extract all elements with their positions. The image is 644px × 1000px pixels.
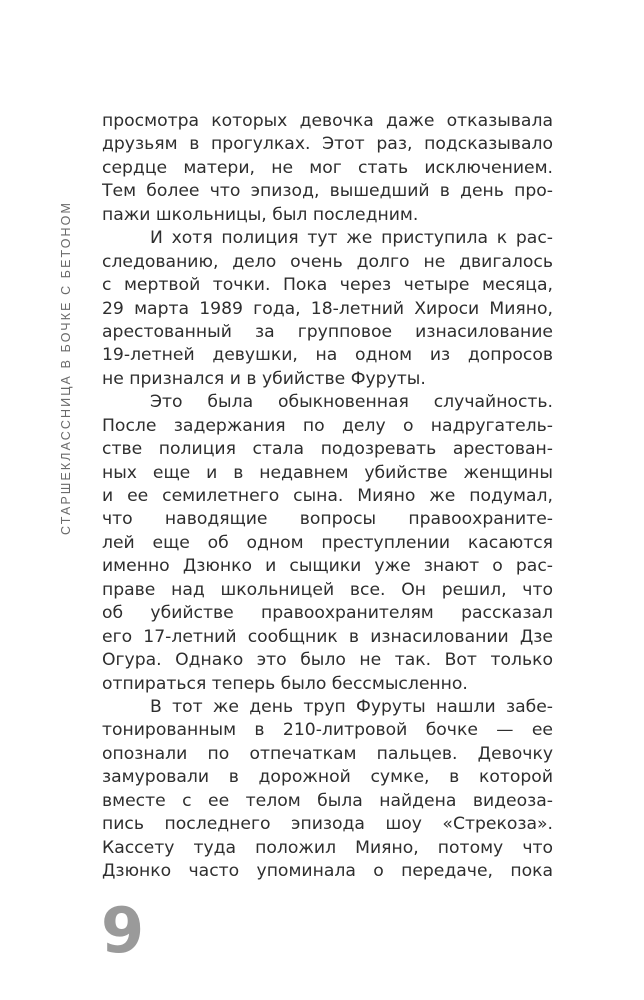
text-line: лей еще об одном преступлении касаются [102,532,553,553]
running-header: СТАРШЕКЛАССНИЦА В БОЧКЕ С БЕТОНОМ [59,200,73,536]
text-line: замуровали в дорожной сумке, в которой [102,767,553,788]
text-line: пажи школьницы, был последним. [102,204,419,225]
text-line: После задержания по делу о надругатель- [102,415,553,436]
paragraph [102,391,553,696]
page-number: 9 [101,894,145,967]
text-line: 29 марта 1989 года, 18-летний Хироси Мияно, [102,298,553,319]
text-line: и ее семилетнего сына. Мияно же подумал, [102,486,553,506]
paragraph [102,696,553,884]
page-body [102,110,553,883]
paragraph [102,110,553,227]
text-line: отпираться теперь было бессмысленно. [102,673,468,694]
text-line: Это была обыкновенная случайность. [150,392,553,413]
text-line: Тем более что эпизод, вышедший в день про- [102,181,553,202]
text-line: следованию, дело очень долго не двигалось [102,251,553,272]
text-line: пись последнего эпизода шоу «Стрекоза». [102,814,553,835]
text-line: сердце матери, не мог стать исключением. [102,157,553,178]
text-line: 19-летней девушки, на одном из допросов [102,345,553,366]
text-line: В тот же день труп Фуруты нашли забе- [150,696,553,717]
text-line: друзьям в прогулках. Этот раз, подсказывало [102,134,553,155]
text-line: ных еще и в недавнем убийстве женщины [102,462,553,483]
text-line: что наводящие вопросы правоохраните- [102,509,553,530]
text-line: праве над школьницей все. Он решил, что [102,579,553,600]
text-line: просмотра которых девочка даже отказывала [102,111,553,131]
text-line: вместе с ее телом была найдена видеоза- [102,790,553,811]
text-line: Дзюнко часто упоминала о передаче, пока [102,861,553,881]
text-line: не признался и в убийстве Фуруты. [102,368,426,389]
text-line: Кассету туда положил Мияно, потому что [102,837,553,858]
text-line: тонированным в 210-литровой бочке — ее [102,720,553,741]
text-line: именно Дзюнко и сыщики уже знают о рас- [102,556,553,577]
text-line: Огура. Однако это было не так. Вот только [102,650,553,671]
text-line: стве полиция стала подозревать арестован- [102,439,553,460]
text-line: И хотя полиция тут же приступила к рас- [150,228,553,249]
text-line: арестованный за групповое изнасилование [102,321,553,342]
text-line: опознали по отпечаткам пальцев. Девочку [102,743,553,764]
paragraph [102,227,553,391]
text-line: его 17-летний сообщник в изнасиловании Дзе [102,626,553,647]
text-line: с мертвой точки. Пока через четыре месяца, [102,275,553,296]
text-line: об убийстве правоохранителям рассказал [102,603,553,624]
